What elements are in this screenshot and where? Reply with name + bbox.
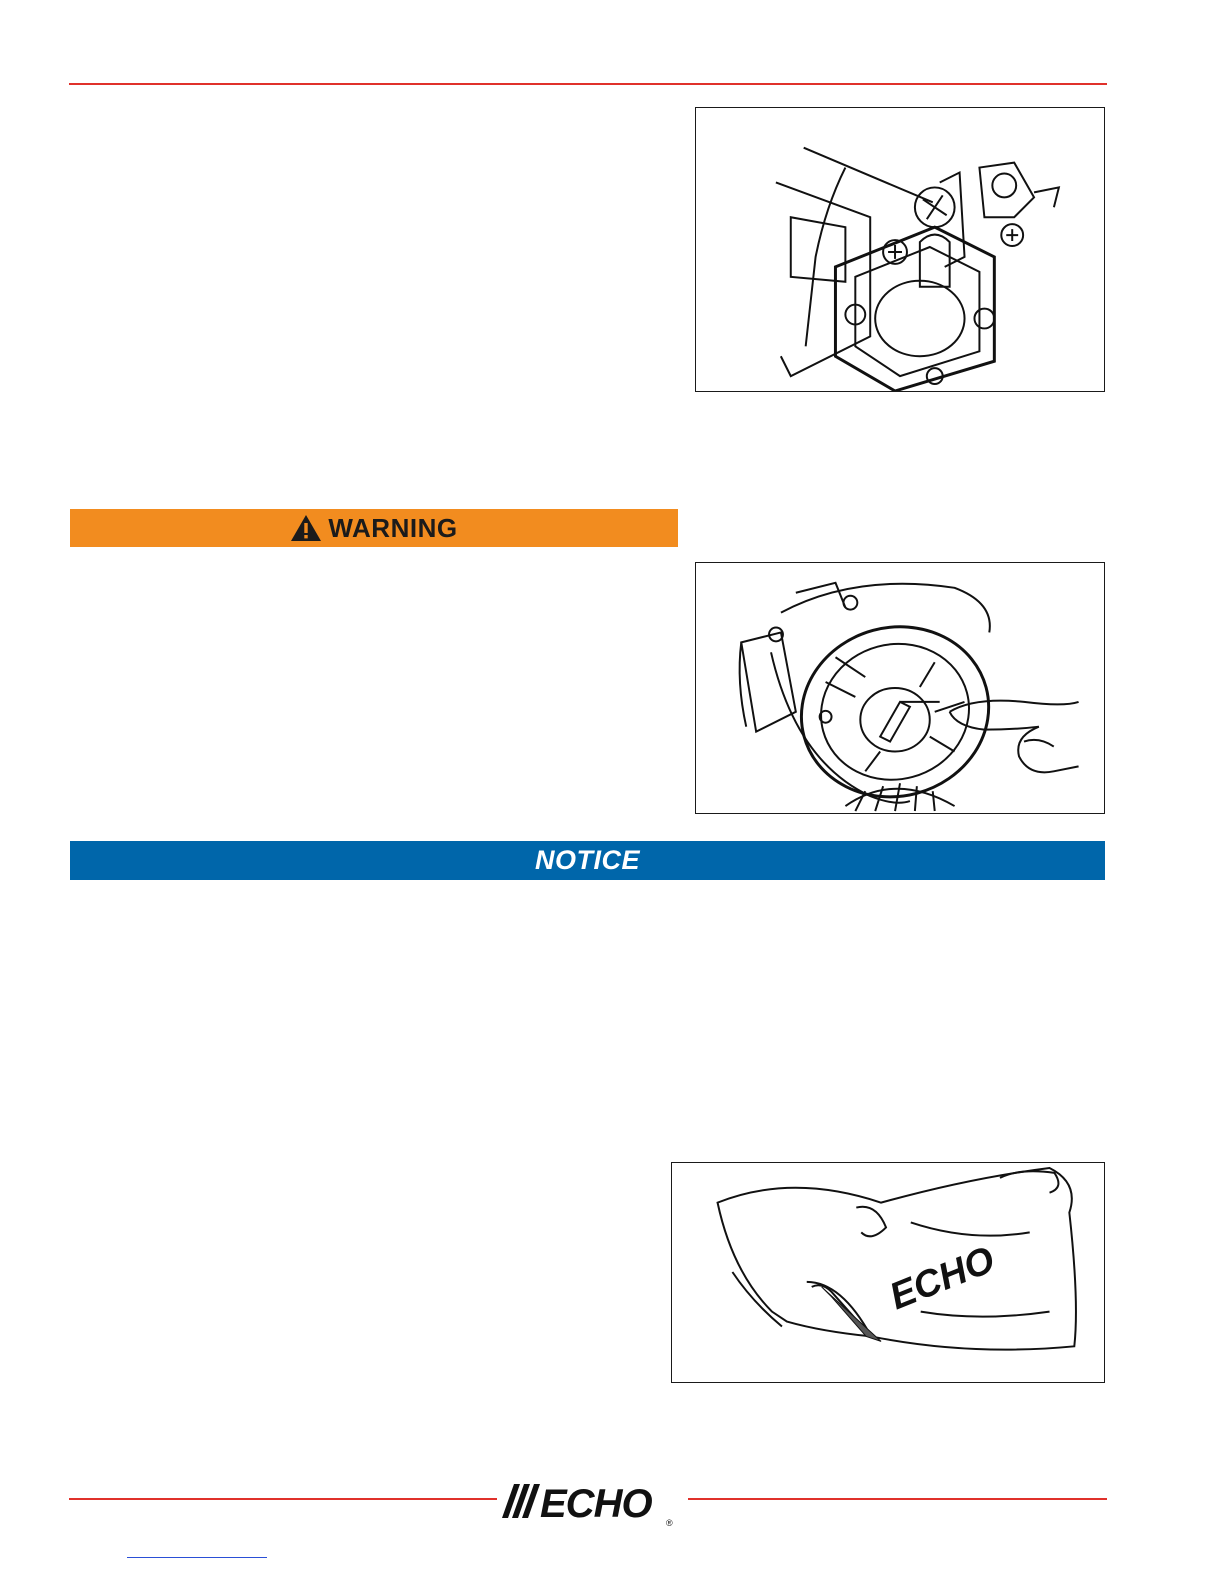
echo-logo <box>498 1478 688 1528</box>
carburetor-screw-illustration <box>696 108 1104 391</box>
warning-banner <box>70 509 678 547</box>
footer-rule-right <box>688 1498 1107 1500</box>
warning-label: WARNING <box>328 512 458 543</box>
registered-mark: ® <box>666 1518 673 1528</box>
carburetor-figure <box>695 107 1105 392</box>
notice-banner <box>70 841 1105 880</box>
vacuum-bag-illustration <box>672 1163 1104 1382</box>
echo-logo-text: ECHO <box>540 1482 652 1526</box>
warning-triangle-icon <box>290 514 322 542</box>
header-rule <box>69 83 1107 85</box>
vacuum-bag-brand-print: ECHO <box>883 1237 1001 1318</box>
blower-intake-illustration <box>696 563 1104 813</box>
footer-link-underline <box>127 1557 267 1558</box>
notice-label: NOTICE <box>534 845 640 875</box>
vacuum-bag-figure <box>671 1162 1105 1383</box>
footer-rule-left <box>69 1498 497 1500</box>
blower-intake-figure <box>695 562 1105 814</box>
